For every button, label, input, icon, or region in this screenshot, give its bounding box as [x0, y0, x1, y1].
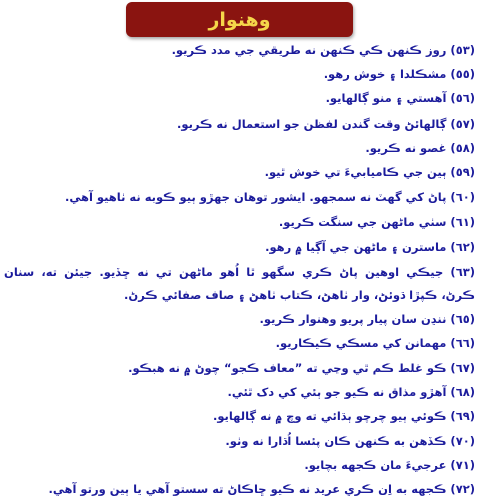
list-item: (٥٨) غصو نه ڪريو. — [365, 141, 475, 155]
list-item: (٦٦) مهمانن کي مسڪي ڪيڪاريو. — [275, 336, 475, 350]
list-item: (٦٠) پاڻ کي گهٽ نه سمجهو. ايشور توهان جهڙو ٻيو ڪوبه نه ٺاهيو آهي. — [64, 190, 475, 204]
list-item: (٧٢) ڪجهه به اِن ڪري عريد نه ڪيو ڇاڪاڻ ته سستو آهي يا ٻين ورتو آهي. — [48, 482, 475, 496]
list-item: (٥٧) ڳالهائڻ وقت گندن لفظن جو استعمال نه ڪريو. — [177, 117, 475, 131]
list-item: (٧٠) ڪڏهن به ڪنهن ڪان پئسا اُڌارا نه وٺو. — [225, 434, 475, 448]
page-title: وهنوار — [208, 8, 271, 31]
list-item: (٦٨) آهڙو مذاق نه ڪيو جو ٻئي کي دک ٿئي. — [227, 385, 475, 399]
list-item: (٦٥) ننڍن سان پيار پريو وهنوار ڪريو. — [259, 312, 475, 326]
list-item: (٧١) عرجيءَ مان ڪجهه بچايو. — [304, 458, 475, 472]
list-item: (٦٢) ماسترن ۽ ماڻهن جي آڳيا ۾ رهو. — [265, 240, 475, 254]
list-item: (٦٣) جيڪي اوهين پاڻ ڪري سگهو ٿا اُهو ماڻهن تي نه ڇڏيو. جيئن ته، سنان — [4, 265, 475, 279]
list-item: (٥٣) روز ڪنهن ڪي ڪنهن نه طريقي جي مدد ڪريو. — [171, 43, 475, 57]
list-item: (٦٩) ڪوئي ٻيو چرچو ٻڌائي ته وچ ۾ نه ڳالهايو. — [212, 409, 475, 423]
list-item: (٥٥) مشڪلدا ۽ خوش رهو. — [323, 67, 475, 81]
list-item: (٦٧) ڪو غلط ڪم ٿي وڃي ته ”معاف ڪجو“ چوڻ ۾ نه هبڪو. — [128, 361, 475, 375]
list-item-continuation: ڪرڻ، ڪپڙا ڌوئڻ، وار ٺاهڻ، ڪتاب ٺاهڻ ۽ صاف صفائي ڪرڻ. — [124, 288, 475, 302]
title-banner — [126, 2, 353, 37]
list-item: (٥٦) آهستي ۽ منو ڳالهايو. — [325, 91, 475, 105]
list-item: (٥٩) ٻين جي ڪاميابيءَ تي خوش ٿيو. — [264, 165, 475, 179]
list-item: (٦١) سٺي ماڻهن جي سنگت ڪريو. — [278, 215, 475, 229]
